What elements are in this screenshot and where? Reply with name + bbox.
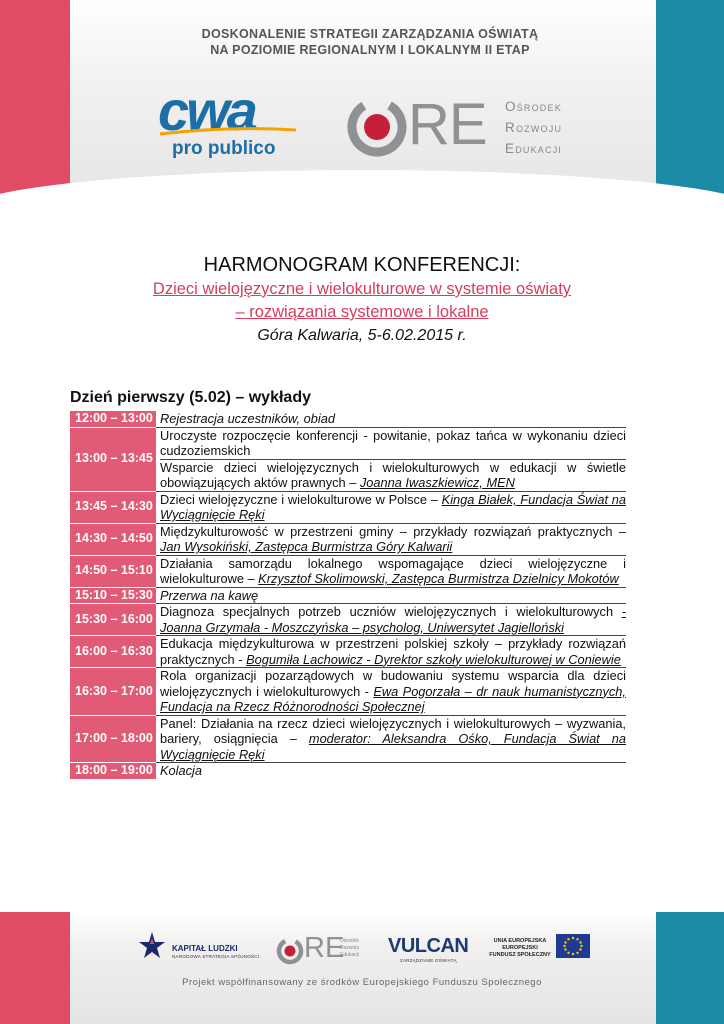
session-cell xyxy=(156,524,626,556)
footer-ore-logo-icon xyxy=(275,936,305,966)
ore-word: Rozwoju xyxy=(505,120,563,135)
kapital-ludzki-logo-icon xyxy=(137,930,167,964)
schedule-row xyxy=(70,428,626,492)
session-part xyxy=(160,428,626,460)
session-text: Uroczyste rozpoczęcie konferencji - powitanie, pokaz tańca w wykonaniu dzieci cudzoziemskich xyxy=(160,427,626,458)
time-cell: 17:00 – 18:00 xyxy=(70,716,156,764)
kapital-ludzki-text: KAPITAŁ LUDZKI xyxy=(172,944,238,953)
place-date: Góra Kalwaria, 5-6.02.2015 r. xyxy=(257,327,467,344)
speaker: - Joanna Grzymała - Moszczyńska – psycholog, Uniwersytet Jagielloński xyxy=(160,604,626,635)
speaker: Kinga Białek, Fundacja Świat na Wyciągnięcie Ręki xyxy=(160,491,626,522)
schedule-row xyxy=(70,411,626,428)
cwa-tagline: pro publico xyxy=(172,138,276,159)
session-text: Przerwa na kawę xyxy=(160,587,259,603)
schedule-row xyxy=(70,524,626,556)
eu-flag-icon xyxy=(556,934,590,958)
session-text: Rola organizacji pozarządowych w budowaniu systemu wsparcia dla dzieci wielojęzycznych i wielokulturowych - xyxy=(160,668,626,699)
ore-word: Edukacji xyxy=(340,952,359,958)
session-text: Międzykulturowość w przestrzeni gminy – przykłady rozwiązań praktycznych – xyxy=(160,523,626,539)
ore-word: Ośrodek xyxy=(505,99,562,114)
session-cell xyxy=(156,668,626,716)
document-title: HARMONOGRAM KONFERENCJI: xyxy=(203,254,521,276)
day-heading: Dzień pierwszy (5.02) – wykłady xyxy=(70,389,311,406)
time-cell: 16:00 – 16:30 xyxy=(70,636,156,668)
session-text: Diagnoza specjalnych potrzeb uczniów wielojęzycznych i wielokulturowych xyxy=(160,604,622,619)
schedule-row xyxy=(70,763,626,780)
speaker: Jan Wysokiński, Zastępca Burmistrza Góry Kalwarii xyxy=(160,539,453,554)
speaker: Joanna Iwaszkiewicz, MEN xyxy=(359,475,515,490)
session-cell xyxy=(156,716,626,764)
session-text: Wsparcie dzieci wielojęzycznych i wielokulturowych w edukacji w świetle obowiązujących aktów prawnych – xyxy=(160,459,626,490)
time-cell: 12:00 – 13:00 xyxy=(70,411,156,428)
header-accent-right xyxy=(656,0,724,198)
session-cell xyxy=(156,492,626,524)
schedule-row xyxy=(70,636,626,668)
project-title-line1: DOSKONALENIE STRATEGII ZARZĄDZANIA OŚWIATĄ xyxy=(201,27,539,41)
footer-ore-logo-text: RE xyxy=(304,932,345,964)
ore-logo-text: RE xyxy=(408,92,487,157)
schedule-row xyxy=(70,604,626,636)
header-swoosh xyxy=(0,170,724,240)
schedule-row xyxy=(70,556,626,588)
time-cell: 16:30 – 17:00 xyxy=(70,668,156,716)
time-cell: 13:00 – 13:45 xyxy=(70,428,156,492)
ore-word: Rozwoju xyxy=(340,945,360,951)
schedule-row xyxy=(70,588,626,605)
ore-logo-icon xyxy=(346,96,408,158)
session-cell xyxy=(156,556,626,588)
time-cell: 18:00 – 19:00 xyxy=(70,763,156,780)
header-accent-left xyxy=(0,0,70,200)
speaker: Krzysztof Skolimowski, Zastępca Burmistrza Dzielnicy Mokotów xyxy=(258,571,619,586)
funding-note: Projekt współfinansowany ze środków Europejskiego Funduszu Społecznego xyxy=(182,977,542,988)
session-text: Panel: Działania na rzecz dzieci wielojęzycznych i wielokulturowych – wyzwania, bariery, osiągnięcia – xyxy=(160,715,626,746)
conference-subtitle-line1: Dzieci wielojęzyczne i wielokulturowe w systemie oświaty xyxy=(152,280,572,298)
session-text: Dzieci wielojęzyczne i wielokulturowe w Polsce – xyxy=(160,491,442,507)
session-cell xyxy=(156,428,626,492)
schedule-row xyxy=(70,716,626,764)
cwa-logo: cwa xyxy=(158,79,255,142)
time-cell: 14:30 – 14:50 xyxy=(70,524,156,556)
footer-band xyxy=(70,912,656,1024)
session-cell xyxy=(156,588,626,605)
eu-line: EUROPEJSKI xyxy=(502,945,538,951)
cwa-swirl-icon xyxy=(158,124,298,138)
session-text: Rejestracja uczestników, obiad xyxy=(160,411,335,426)
project-title-line2: NA POZIOMIE REGIONALNYM I LOKALNYM II ETAP xyxy=(210,43,530,57)
time-cell: 15:10 – 15:30 xyxy=(70,588,156,605)
footer-accent-left xyxy=(0,912,70,1024)
schedule-row xyxy=(70,492,626,524)
vulcan-subtext: ZARZĄDZANIE OŚWIATĄ xyxy=(400,958,457,963)
time-cell: 13:45 – 14:30 xyxy=(70,492,156,524)
schedule-row xyxy=(70,668,626,716)
ore-logo-words xyxy=(505,96,562,159)
footer-ore-words xyxy=(340,938,359,959)
session-text: Działania samorządu lokalnego wspomagające dzieci wielojęzyczne i wielokulturowe – xyxy=(160,555,626,586)
session-text: Kolacja xyxy=(160,763,202,778)
kapital-ludzki-subtext: NARODOWA STRATEGIA SPÓJNOŚCI xyxy=(172,954,260,959)
eu-line: UNIA EUROPEJSKA xyxy=(493,938,547,944)
session-cell xyxy=(156,636,626,668)
session-cell xyxy=(156,604,626,636)
schedule-table xyxy=(70,411,626,780)
speaker: moderator: Aleksandra Ośko, Fundacja Świat na Wyciągnięcie Ręki xyxy=(160,731,626,762)
conference-subtitle-line2: – rozwiązania systemowe i lokalne xyxy=(235,303,489,321)
ore-word: Ośrodek xyxy=(340,938,359,944)
session-part xyxy=(160,460,626,491)
ore-word: Edukacji xyxy=(505,141,563,156)
speaker: Bogumiła Lachowicz - Dyrektor szkoły wielokulturowej w Coniewie xyxy=(246,651,621,667)
time-cell: 15:30 – 16:00 xyxy=(70,604,156,636)
eu-line: FUNDUSZ SPOŁECZNY xyxy=(489,952,551,958)
session-cell xyxy=(156,411,626,428)
eu-text xyxy=(488,938,552,959)
speaker: Ewa Pogorzała – dr nauk humanistycznych, Fundacja na Rzecz Różnorodności Społecznej xyxy=(160,683,626,714)
vulcan-logo: VULCAN xyxy=(388,935,469,957)
session-cell xyxy=(156,763,626,780)
session-text: Edukacja międzykulturowa w przestrzeni polskiej szkoły – przykłady rozwiązań praktycznych - xyxy=(160,636,626,667)
footer-accent-right xyxy=(656,912,724,1024)
time-cell: 14:50 – 15:10 xyxy=(70,556,156,588)
